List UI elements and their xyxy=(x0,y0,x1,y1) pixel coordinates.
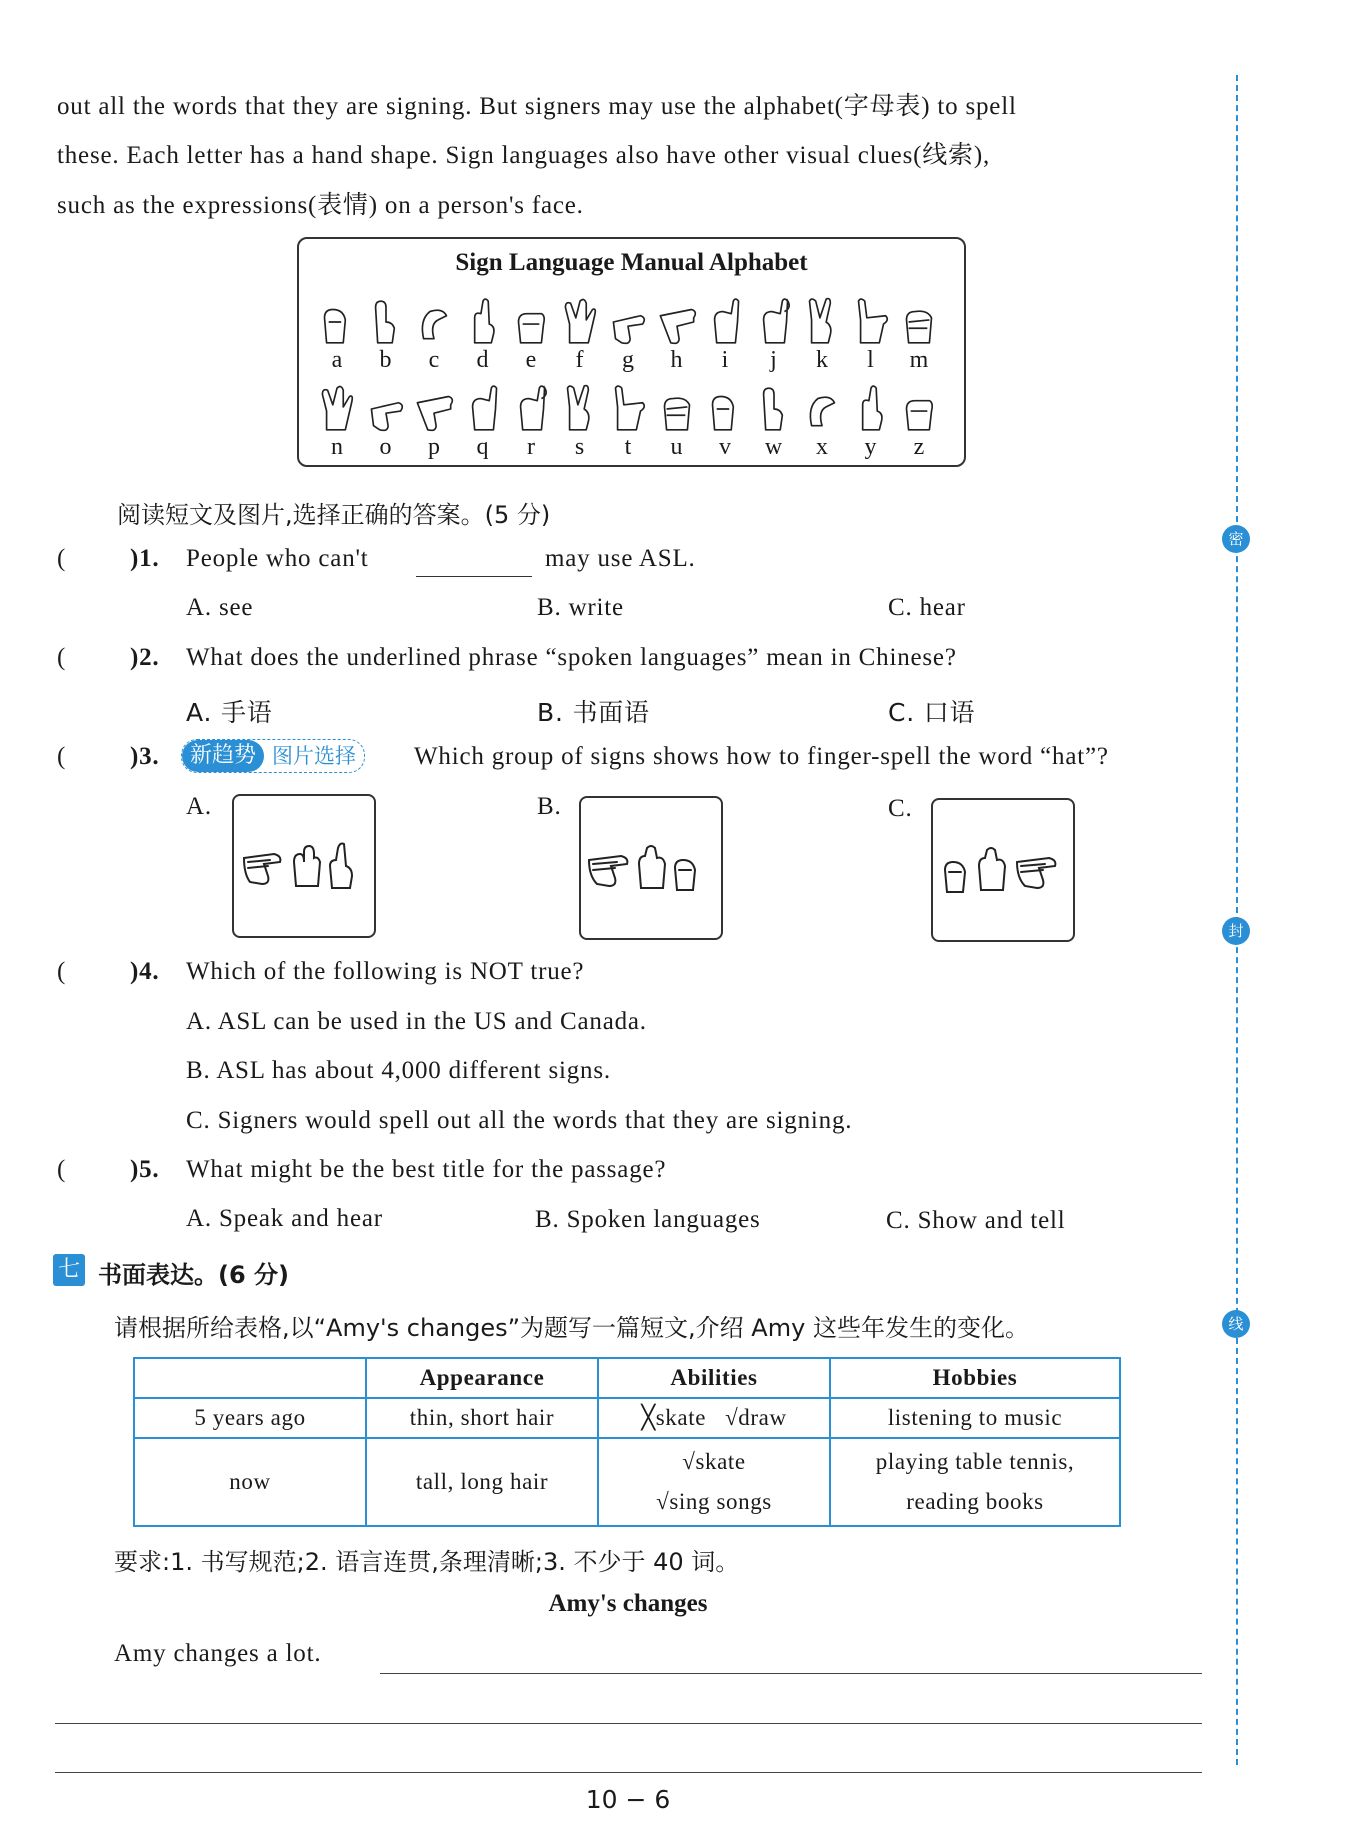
q1-option-b: B. write xyxy=(537,594,624,621)
table-header-appearance: Appearance xyxy=(366,1358,598,1398)
alphabet-letter: n xyxy=(331,434,343,460)
hobby-line: playing table tennis, xyxy=(875,1449,1075,1474)
q2-number: )2. xyxy=(130,644,160,671)
q1-number: )1. xyxy=(130,545,160,572)
reading-instruction: 阅读短文及图片,选择正确的答案。(5 分) xyxy=(117,501,551,529)
hand-sign-icon xyxy=(851,297,891,347)
hand-sign-icon xyxy=(899,297,939,347)
alphabet-letter: k xyxy=(816,347,828,373)
hand-signs-icon xyxy=(234,796,374,936)
hand-sign-icon xyxy=(608,297,648,347)
alphabet-letter: g xyxy=(622,347,634,373)
passage-line-2: these. Each letter has a hand shape. Sign languages also have other visual clues(线索), xyxy=(57,142,991,169)
writing-line[interactable] xyxy=(55,1772,1202,1773)
hand-sign-icon xyxy=(899,384,939,434)
ability-line: √skate xyxy=(682,1449,746,1474)
alphabet-letter: s xyxy=(574,434,585,460)
passage-line-3: such as the expressions(表情) on a person's face. xyxy=(57,192,584,219)
q5-answer-paren[interactable]: ( xyxy=(57,1156,67,1183)
hand-sign-icon xyxy=(802,384,842,434)
alphabet-letter: h xyxy=(670,347,683,373)
table-cell-abilities xyxy=(598,1438,830,1526)
q3-answer-paren[interactable]: ( xyxy=(57,743,67,770)
alphabet-letter: c xyxy=(428,347,440,373)
writing-requirements: 要求:1. 书写规范;2. 语言连贯,条理清晰;3. 不少于 40 词。 xyxy=(114,1548,740,1576)
alphabet-letter: p xyxy=(428,434,440,460)
essay-starter: Amy changes a lot. xyxy=(114,1640,322,1667)
table-header-abilities: Abilities xyxy=(598,1358,830,1398)
hand-signs-icon xyxy=(933,800,1073,940)
alphabet-letter: v xyxy=(719,434,731,460)
hand-sign-icon xyxy=(851,384,891,434)
q5-number: )5. xyxy=(130,1156,160,1183)
hand-sign-icon xyxy=(414,384,454,434)
table-cell-hobbies xyxy=(830,1438,1120,1526)
section-title: 书面表达。(6 分) xyxy=(98,1261,289,1289)
q3-label-c: C. xyxy=(888,795,913,822)
hand-sign-icon xyxy=(414,297,454,347)
q2-option-b: B. 书面语 xyxy=(537,698,650,727)
alphabet-title: Sign Language Manual Alphabet xyxy=(455,249,808,276)
table-cell-period: 5 years ago xyxy=(134,1398,366,1438)
hand-sign-icon xyxy=(705,384,745,434)
alphabet-letter: o xyxy=(379,434,392,460)
q4-option-c: C. Signers would spell out all the words that they are signing. xyxy=(186,1107,853,1134)
trend-tag xyxy=(181,739,365,773)
alphabet-letter: z xyxy=(913,434,925,460)
table-header-hobbies: Hobbies xyxy=(830,1358,1120,1398)
alphabet-letter: q xyxy=(476,434,489,460)
hobby-line: reading books xyxy=(906,1489,1044,1514)
writing-prompt: 请根据所给表格,以“Amy's changes”为题写一篇短文,介绍 Amy 这些年发生的变化。 xyxy=(114,1314,1029,1342)
q3-text: Which group of signs shows how to finger-spell the word “hat”? xyxy=(414,743,1109,770)
seal-mark: 密 xyxy=(1222,525,1250,553)
ability-line: √sing songs xyxy=(656,1489,772,1514)
q1-blank[interactable] xyxy=(416,576,532,577)
q5-text: What might be the best title for the passage? xyxy=(186,1156,667,1183)
q3-option-b-image[interactable] xyxy=(579,796,723,940)
q2-option-a: A. 手语 xyxy=(186,698,273,727)
hand-sign-icon xyxy=(657,297,697,347)
writing-line[interactable] xyxy=(380,1673,1202,1674)
q1-text: People who can't xyxy=(186,545,369,572)
hand-sign-icon xyxy=(754,297,794,347)
hand-sign-icon xyxy=(366,384,406,434)
hand-sign-icon xyxy=(560,384,600,434)
alphabet-letter: a xyxy=(331,347,343,373)
q5-option-c: C. Show and tell xyxy=(886,1207,1066,1234)
q3-number: )3. xyxy=(130,743,160,770)
hand-sign-icon xyxy=(511,297,551,347)
alphabet-letter: m xyxy=(909,347,929,373)
hand-sign-icon xyxy=(608,384,648,434)
q2-option-c: C. 口语 xyxy=(888,698,976,727)
table-cell-period: now xyxy=(134,1438,366,1526)
q3-label-b: B. xyxy=(537,793,562,820)
alphabet-letter: j xyxy=(770,347,777,373)
table-cell-appearance: tall, long hair xyxy=(366,1438,598,1526)
table-cell-abilities: ╳skate √draw xyxy=(598,1398,830,1438)
passage-line-1: out all the words that they are signing. But signers may use the alphabet(字母表) to spell xyxy=(57,93,1017,120)
hand-sign-icon xyxy=(657,384,697,434)
alphabet-letter: f xyxy=(575,347,584,373)
q5-option-a: A. Speak and hear xyxy=(186,1205,383,1232)
sign-alphabet-figure xyxy=(297,237,966,467)
section-number-badge: 七 xyxy=(53,1254,85,1286)
alphabet-letter: x xyxy=(816,434,828,460)
q3-option-a-image[interactable] xyxy=(232,794,376,938)
q5-option-b: B. Spoken languages xyxy=(535,1206,761,1233)
hand-sign-icon xyxy=(366,297,406,347)
alphabet-letter: w xyxy=(764,434,783,460)
hand-sign-icon xyxy=(463,384,503,434)
page-number: 10 − 6 xyxy=(585,1785,671,1814)
alphabet-letter: i xyxy=(721,347,729,373)
q2-text: What does the underlined phrase “spoken languages” mean in Chinese? xyxy=(186,644,957,671)
hand-sign-icon xyxy=(317,384,357,434)
hand-sign-icon xyxy=(463,297,503,347)
hand-sign-icon xyxy=(754,384,794,434)
trend-tag-type: 图片选择 xyxy=(272,744,357,768)
q1-option-c: C. hear xyxy=(888,594,966,621)
q1-option-a: A. see xyxy=(186,594,254,621)
alphabet-letter: u xyxy=(670,434,683,460)
hand-sign-icon xyxy=(705,297,745,347)
essay-title: Amy's changes xyxy=(548,1590,708,1617)
q3-option-c-image[interactable] xyxy=(931,798,1075,942)
hand-sign-icon xyxy=(560,297,600,347)
alphabet-letter: e xyxy=(525,347,537,373)
hand-sign-icon xyxy=(802,297,842,347)
q4-option-b: B. ASL has about 4,000 different signs. xyxy=(186,1057,611,1084)
seal-mark: 封 xyxy=(1222,917,1250,945)
q4-number: )4. xyxy=(130,958,160,985)
alphabet-letter: y xyxy=(864,434,877,460)
q1-text-after: may use ASL. xyxy=(545,545,696,572)
alphabet-letter: b xyxy=(379,347,392,373)
hand-sign-icon xyxy=(317,297,357,347)
q3-label-a: A. xyxy=(186,793,212,820)
alphabet-letter: r xyxy=(527,434,535,460)
seal-mark: 线 xyxy=(1222,1310,1250,1338)
writing-line[interactable] xyxy=(55,1723,1202,1724)
q2-answer-paren[interactable]: ( xyxy=(57,644,67,671)
q4-text: Which of the following is NOT true? xyxy=(186,958,585,985)
q4-option-a: A. ASL can be used in the US and Canada. xyxy=(186,1008,647,1035)
alphabet-letter: t xyxy=(624,434,632,460)
table-cell-hobbies: listening to music xyxy=(830,1398,1120,1438)
alphabet-letter: d xyxy=(476,347,489,373)
table-header-blank xyxy=(134,1358,366,1398)
hand-signs-icon xyxy=(581,798,721,938)
alphabet-letter: l xyxy=(867,347,874,373)
hand-sign-icon xyxy=(511,384,551,434)
changes-table xyxy=(133,1357,1121,1527)
trend-tag-label: 新趋势 xyxy=(182,740,264,772)
table-cell-appearance: thin, short hair xyxy=(366,1398,598,1438)
q1-answer-paren[interactable]: ( xyxy=(57,545,67,572)
q4-answer-paren[interactable]: ( xyxy=(57,958,67,985)
